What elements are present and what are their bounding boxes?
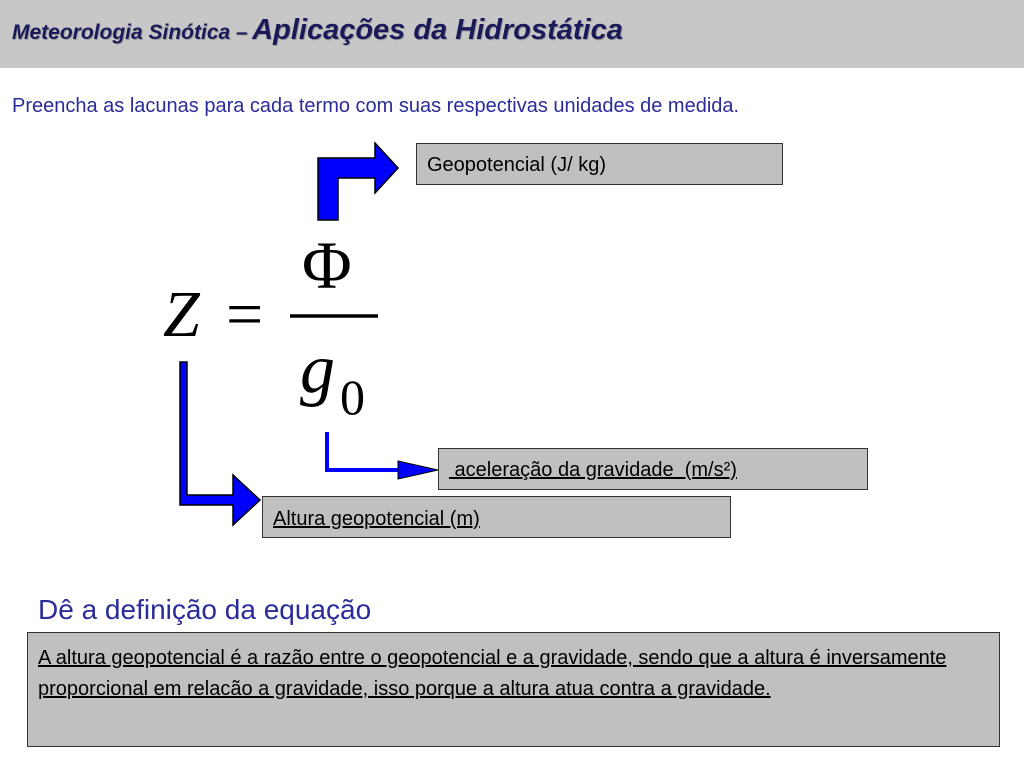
- formula-lhs: Z: [163, 278, 200, 351]
- instruction-text: Preencha as lacunas para cada termo com suas respectivas unidades de medida.: [12, 95, 740, 117]
- formula-numerator: Φ: [302, 227, 352, 303]
- answer-box-altura[interactable]: [262, 496, 731, 538]
- answer-box-aceleracao[interactable]: [438, 448, 868, 490]
- title-main: Aplicações da Hidrostática: [252, 14, 623, 46]
- arrow-to-geopotencial: [318, 143, 398, 220]
- formula-equals: =: [226, 278, 264, 351]
- definition-text: A altura geopotencial é a razão entre o geopotencial e a gravidade, sendo que a altura é inversamente proporcional em relacão a gravidade, isso porque a altura atua contra a gravidade.: [38, 647, 947, 700]
- arrow-head-aceleracao: [398, 461, 438, 479]
- definition-heading: Dê a definição da equação: [38, 594, 372, 625]
- arrow-to-altura: [180, 362, 260, 525]
- formula-denominator: g: [300, 331, 335, 408]
- answer-box-geopotencial[interactable]: [416, 143, 783, 185]
- title-prefix: Meteorologia Sinótica –: [12, 21, 248, 44]
- answer-geopotencial-text: Geopotencial (J/ kg): [427, 154, 606, 176]
- answer-aceleracao-text: aceleração da gravidade (m/s²): [449, 459, 737, 481]
- arrow-to-aceleracao: [327, 432, 402, 470]
- formula-subscript: 0: [340, 369, 365, 425]
- answer-altura-text: Altura geopotencial (m): [273, 508, 480, 530]
- definition-box[interactable]: [27, 632, 1000, 747]
